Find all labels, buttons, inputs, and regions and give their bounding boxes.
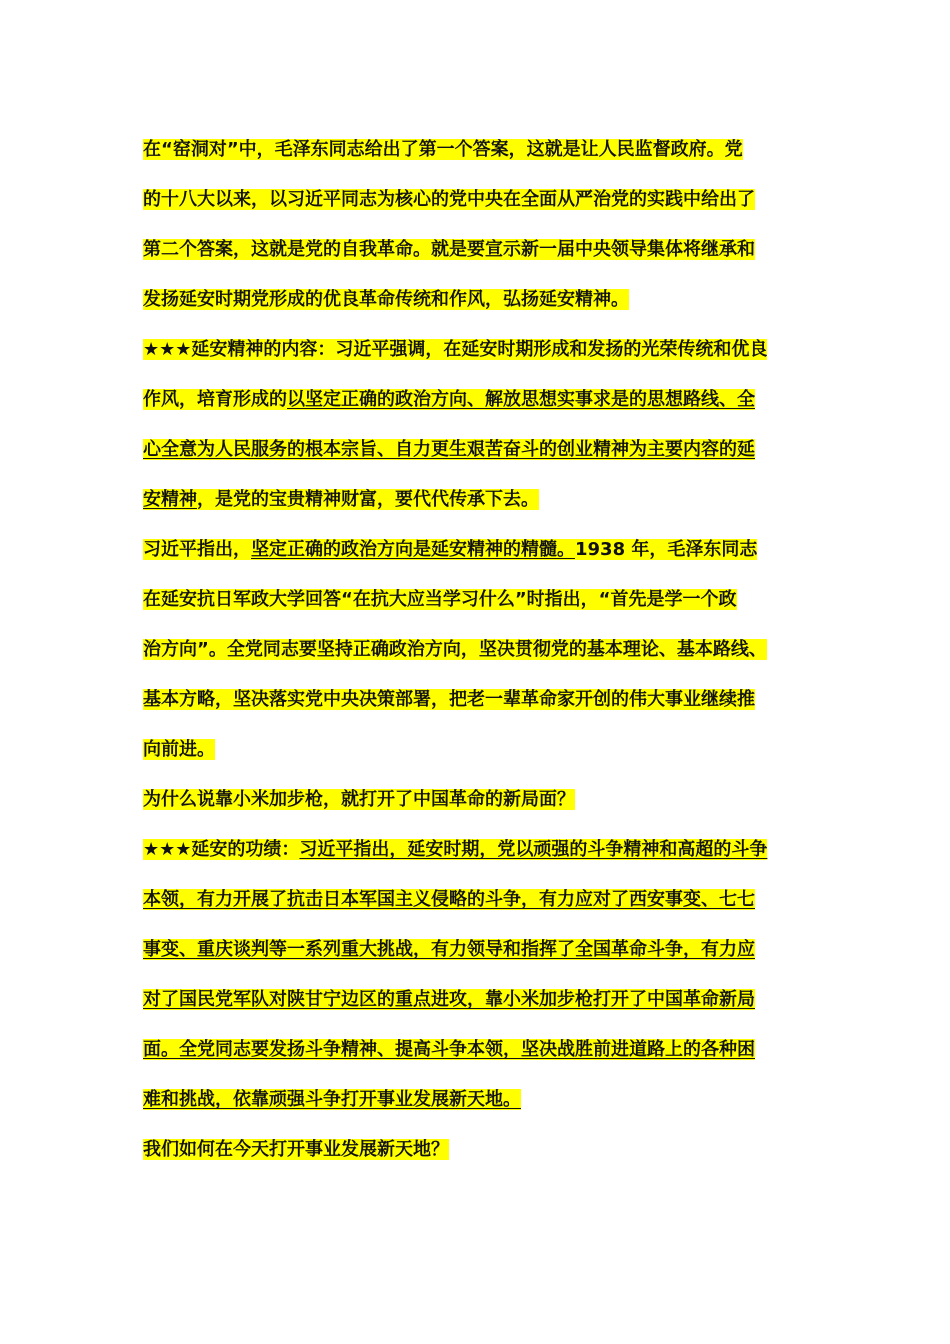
underlined-text: 难和挑战，依靠顽强斗争打开事业发展新天地。 bbox=[143, 1089, 521, 1110]
question-heading bbox=[143, 1137, 449, 1163]
text-line bbox=[143, 987, 755, 1013]
text-line bbox=[143, 537, 757, 563]
highlighted-text: ★★★延安精神的内容：习近平强调，在延安时期形成和发扬的光荣传统和优良 bbox=[143, 339, 768, 360]
highlighted-text: 习近平指出， bbox=[143, 539, 251, 560]
highlighted-text: 第二个答案，这就是党的自我革命。就是要宣示新一届中央领导集体将继承和 bbox=[143, 239, 755, 260]
text-line bbox=[143, 137, 743, 163]
highlighted-text: 作风，培育形成的 bbox=[143, 389, 287, 410]
highlighted-text: 治方向”。全党同志要坚持正确政治方向，坚决贯彻党的基本理论、基本路线、 bbox=[143, 639, 767, 660]
underlined-text: 以坚定正确的政治方向、解放思想实事求是的思想路线、全 bbox=[287, 389, 755, 410]
text-line bbox=[143, 337, 767, 363]
underlined-text: 本领，有力开展了抗击日本军国主义侵略的斗争，有力应对了西安事变、七七 bbox=[143, 889, 755, 910]
highlighted-text: 的十八大以来，以习近平同志为核心的党中央在全面从严治党的实践中给出了 bbox=[143, 189, 755, 210]
underlined-text: 心全意为人民服务的根本宗旨、自力更生艰苦奋斗的创业精神为主要内容的延 bbox=[143, 439, 755, 460]
text-line bbox=[143, 687, 755, 713]
highlighted-text: 在延安抗日军政大学回答“在抗大应当学习什么”时指出，“首先是学一个政 bbox=[143, 589, 737, 610]
text-line bbox=[143, 737, 215, 763]
text-line bbox=[143, 237, 755, 263]
text-line bbox=[143, 1037, 755, 1063]
text-line bbox=[143, 437, 755, 463]
text-line bbox=[143, 387, 755, 413]
highlighted-text: ，是党的宝贵精神财富，要代代传承下去。 bbox=[197, 489, 539, 510]
text-line bbox=[143, 187, 755, 213]
text-line bbox=[143, 587, 737, 613]
text-line bbox=[143, 487, 539, 513]
underlined-text: 习近平指出，延安时期，党以顽强的斗争精神和高超的斗争 bbox=[299, 839, 768, 860]
highlighted-text: 基本方略，坚决落实党中央决策部署，把老一辈革命家开创的伟大事业继续推 bbox=[143, 689, 755, 710]
text-line bbox=[143, 937, 755, 963]
highlighted-text: 发扬延安时期党形成的优良革命传统和作风，弘扬延安精神。 bbox=[143, 289, 629, 310]
highlighted-text: 在“窑洞对”中，毛泽东同志给出了第一个答案，这就是让人民监督政府。党 bbox=[143, 139, 743, 160]
text-line bbox=[143, 837, 767, 863]
underlined-text: 坚定正确的政治方向是延安精神的精髓。 bbox=[251, 539, 575, 560]
text-line bbox=[143, 637, 767, 663]
highlighted-text: 1938 年，毛泽东同志 bbox=[575, 539, 758, 560]
highlighted-text: 我们如何在今天打开事业发展新天地？ bbox=[143, 1139, 449, 1160]
underlined-text: 事变、重庆谈判等一系列重大挑战，有力领导和指挥了全国革命斗争，有力应 bbox=[143, 939, 755, 960]
question-heading bbox=[143, 787, 575, 813]
highlighted-text: 向前进。 bbox=[143, 739, 215, 760]
text-line bbox=[143, 887, 755, 913]
highlighted-text: 为什么说靠小米加步枪，就打开了中国革命的新局面？ bbox=[143, 789, 575, 810]
text-line bbox=[143, 1087, 521, 1113]
underlined-text: 面。全党同志要发扬斗争精神、提高斗争本领，坚决战胜前进道路上的各种困 bbox=[143, 1039, 755, 1060]
underlined-text: 对了国民党军队对陕甘宁边区的重点进攻，靠小米加步枪打开了中国革命新局 bbox=[143, 989, 755, 1010]
underlined-text: 安精神 bbox=[143, 489, 197, 510]
highlighted-text: ★★★延安的功绩： bbox=[143, 839, 300, 860]
text-line bbox=[143, 287, 629, 313]
